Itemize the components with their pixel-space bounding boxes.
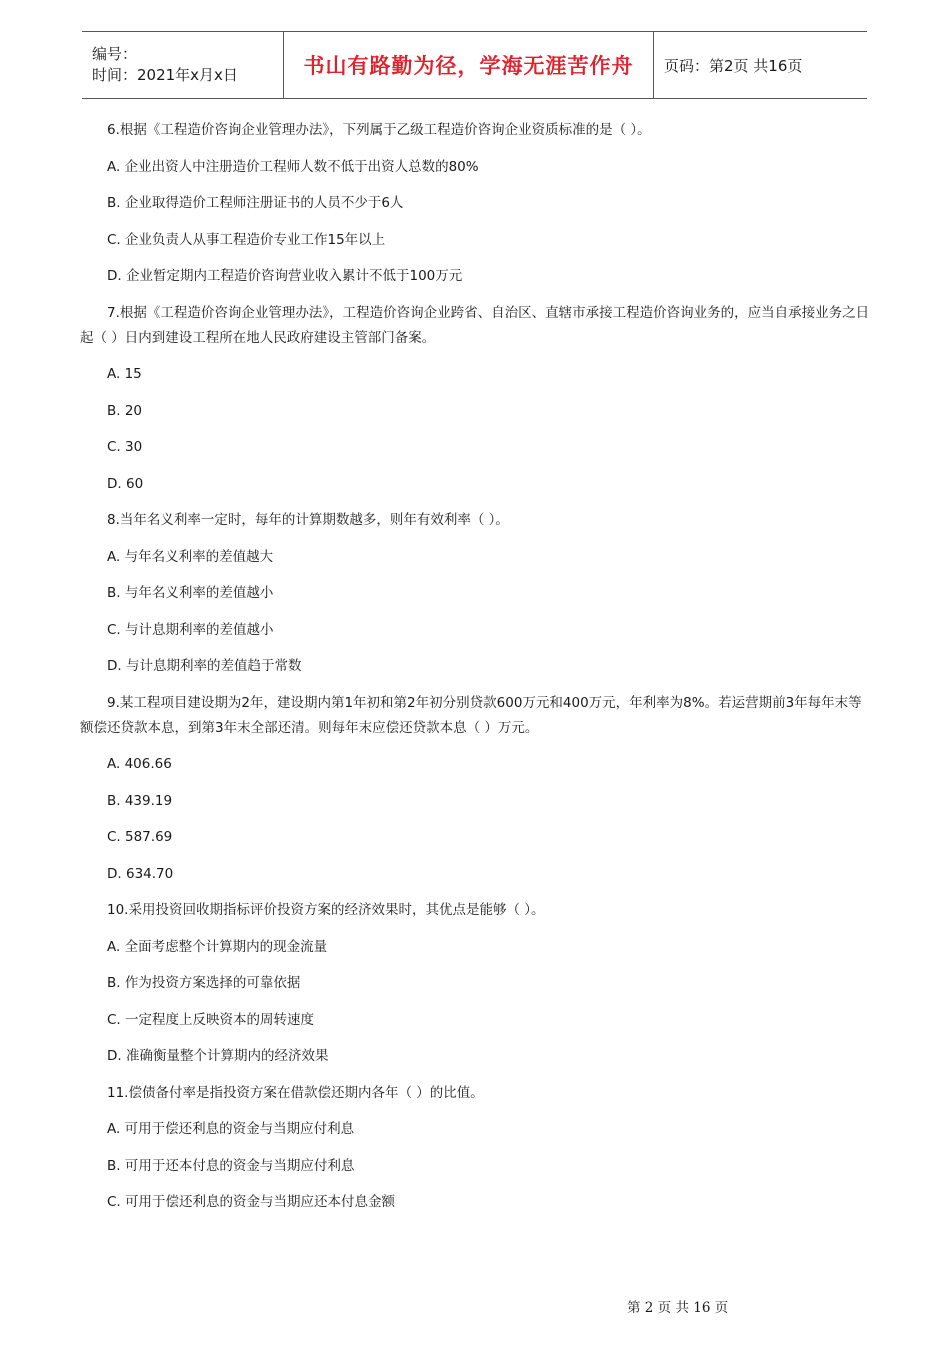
document-body: [80, 118, 874, 1227]
answer-option: B. 439.19: [107, 792, 173, 809]
header-motto-cell: [283, 32, 654, 98]
answer-option: A. 406.66: [107, 756, 172, 772]
question-text: 11.偿债备付率是指投资方案在借款偿还期内各年（ ）的比值。: [107, 1084, 484, 1101]
answer-option: A. 与年名义利率的差值越大: [107, 548, 274, 565]
answer-option: C. 企业负责人从事工程造价专业工作15年以上: [107, 231, 386, 248]
question-text: 10.采用投资回收期指标评价投资方案的经济效果时，其优点是能够（ ）。: [107, 902, 545, 918]
question-text: 6.根据《工程造价咨询企业管理办法》，下列属于乙级工程造价咨询企业资质标准的是（ ）。: [107, 122, 651, 138]
page-header: [82, 31, 867, 99]
answer-option: A. 可用于偿还利息的资金与当期应付利息: [107, 1121, 355, 1137]
document-number-label: 编号：: [92, 45, 138, 63]
header-meta: [82, 32, 283, 98]
header-page-cell: [654, 32, 867, 98]
header-page-number: 页码：第2页 共16页: [664, 56, 803, 75]
answer-option: D. 634.70: [107, 865, 174, 882]
answer-option: A. 企业出资人中注册造价工程师人数不低于出资人总数的80%: [107, 158, 479, 175]
question-text: 8.当年名义利率一定时，每年的计算期数越多，则年有效利率（ ）。: [107, 512, 509, 528]
page-footer: 第 2 页 共 16 页: [627, 1300, 729, 1316]
answer-option: A. 全面考虑整个计算期内的现金流量: [107, 938, 328, 955]
answer-option: B. 作为投资方案选择的可靠依据: [107, 975, 301, 991]
answer-option: C. 30: [107, 439, 143, 455]
answer-option: C. 与计息期利率的差值越小: [107, 621, 274, 638]
document-date-label: 时间：2021年x月x日: [92, 66, 238, 84]
answer-option: C. 一定程度上反映资本的周转速度: [107, 1011, 315, 1028]
answer-option: A. 15: [107, 366, 142, 382]
answer-option: B. 可用于还本付息的资金与当期应付利息: [107, 1157, 355, 1174]
answer-option: B. 企业取得造价工程师注册证书的人员不少于6人: [107, 195, 404, 211]
answer-option: D. 与计息期利率的差值趋于常数: [107, 658, 302, 674]
answer-option: D. 企业暂定期内工程造价咨询营业收入累计不低于100万元: [107, 268, 463, 284]
question-text: 7.根据《工程造价咨询企业管理办法》，工程造价咨询企业跨省、自治区、直辖市承接工程造价咨询业务的，应当自承接业务之日起（ ）日内到建设工程所在地人民政府建设主管部门备案。: [80, 304, 870, 346]
answer-option: C. 可用于偿还利息的资金与当期应还本付息金额: [107, 1194, 396, 1210]
answer-option: B. 20: [107, 402, 143, 419]
answer-option: D. 60: [107, 475, 144, 492]
answer-option: B. 与年名义利率的差值越小: [107, 585, 274, 601]
answer-option: C. 587.69: [107, 829, 173, 845]
question-text: 9.某工程项目建设期为2年，建设期内第1年初和第2年初分别贷款600万元和400万元，年利率为8%。若运营期前3年每年末等额偿还贷款本息，到第3年末全部还清。则每年末应偿还贷款本息（ ）万元。: [80, 694, 862, 736]
answer-option: D. 准确衡量整个计算期内的经济效果: [107, 1048, 329, 1064]
header-motto: 书山有路勤为径，学海无涯苦作舟: [303, 53, 634, 78]
